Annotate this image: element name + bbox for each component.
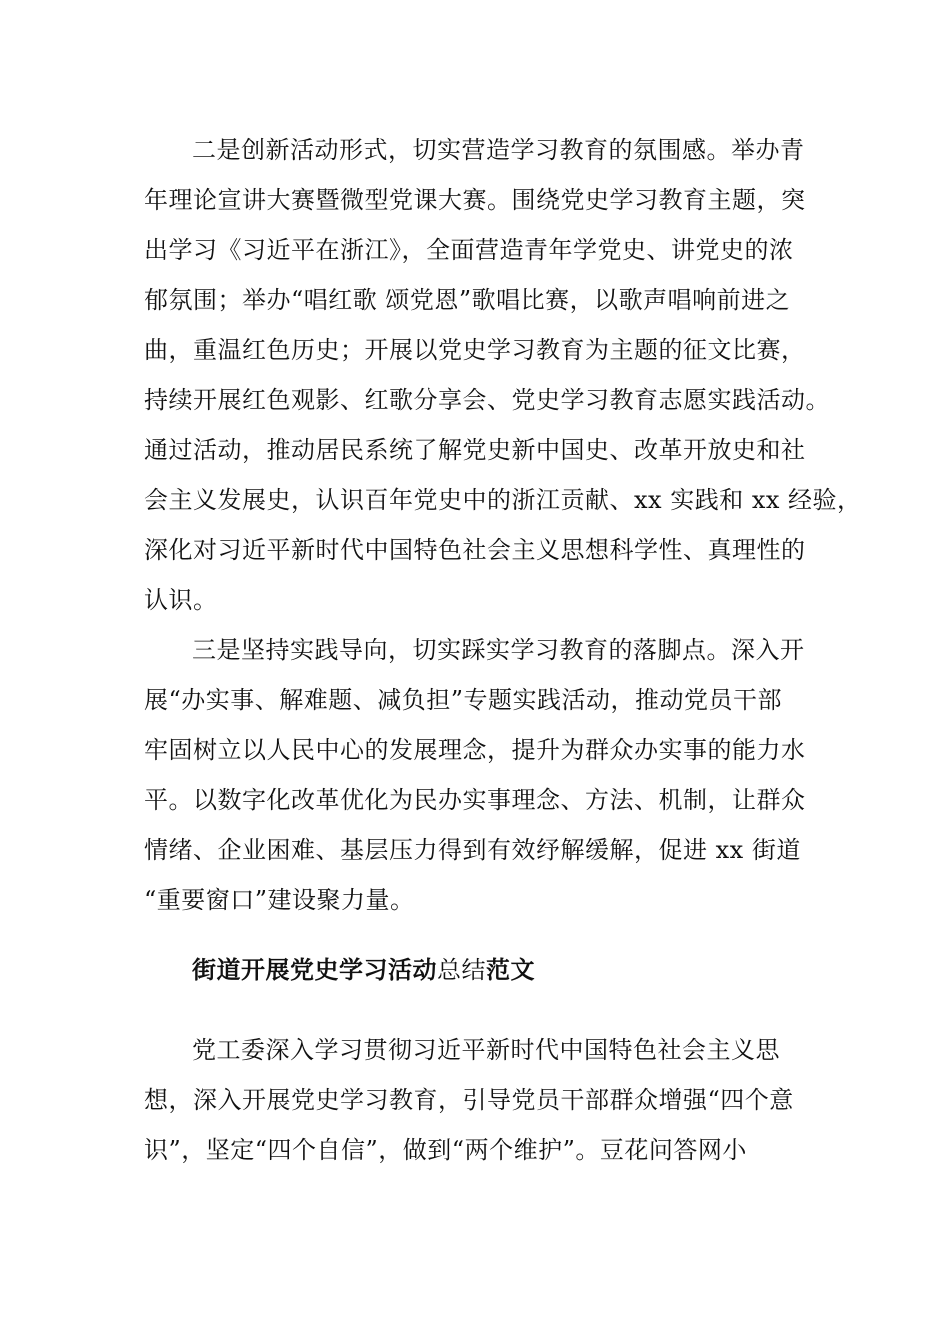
heading-part-2: 总结 xyxy=(437,956,486,984)
text-line: 展“办实事、解难题、减负担”专题实践活动，推动党员干部 xyxy=(144,686,783,714)
text-line: 情绪、企业困难、基层压力得到有效纾解缓解，促进 xx 街道 xyxy=(144,836,801,864)
text-line: 深化对习近平新时代中国特色社会主义思想科学性、真理性的 xyxy=(144,536,806,564)
heading-part-3: 范文 xyxy=(486,955,535,984)
text-line: 认识。 xyxy=(144,586,218,614)
text-line: 二是创新活动形式，切实营造学习教育的氛围感。举办青 xyxy=(192,136,805,164)
text-line: 党工委深入学习贯彻习近平新时代中国特色社会主义思 xyxy=(192,1036,780,1064)
section-heading xyxy=(192,954,535,986)
text-line: 郁氛围；举办“唱红歌 颂党恩”歌唱比赛，以歌声唱响前进之 xyxy=(144,286,791,314)
text-line: 会主义发展史，认识百年党史中的浙江贡献、xx 实践和 xx 经验， xyxy=(144,486,862,514)
text-line: 想，深入开展党史学习教育，引导党员干部群众增强“四个意 xyxy=(144,1086,794,1114)
text-line: 持续开展红色观影、红歌分享会、党史学习教育志愿实践活动。 xyxy=(144,386,830,414)
text-line: 出学习《习近平在浙江》，全面营造青年学党史、讲党史的浓 xyxy=(144,236,794,264)
text-line: 平。以数字化改革优化为民办实事理念、方法、机制，让群众 xyxy=(144,786,806,814)
text-line: 年理论宣讲大赛暨微型党课大赛。围绕党史学习教育主题，突 xyxy=(144,186,806,214)
heading-part-1: 街道开展党史学习活动 xyxy=(192,955,437,984)
text-line: 通过活动，推动居民系统了解党史新中国史、改革开放史和社 xyxy=(144,436,806,464)
text-line: 三是坚持实践导向，切实踩实学习教育的落脚点。深入开 xyxy=(192,636,805,664)
text-line: 识”，坚定“四个自信”，做到“两个维护”。豆花问答网小 xyxy=(144,1136,747,1164)
text-line: 牢固树立以人民中心的发展理念，提升为群众办实事的能力水 xyxy=(144,736,806,764)
text-line: “重要窗口”建设聚力量。 xyxy=(144,886,415,914)
text-line: 曲，重温红色历史；开展以党史学习教育为主题的征文比赛， xyxy=(144,336,806,364)
